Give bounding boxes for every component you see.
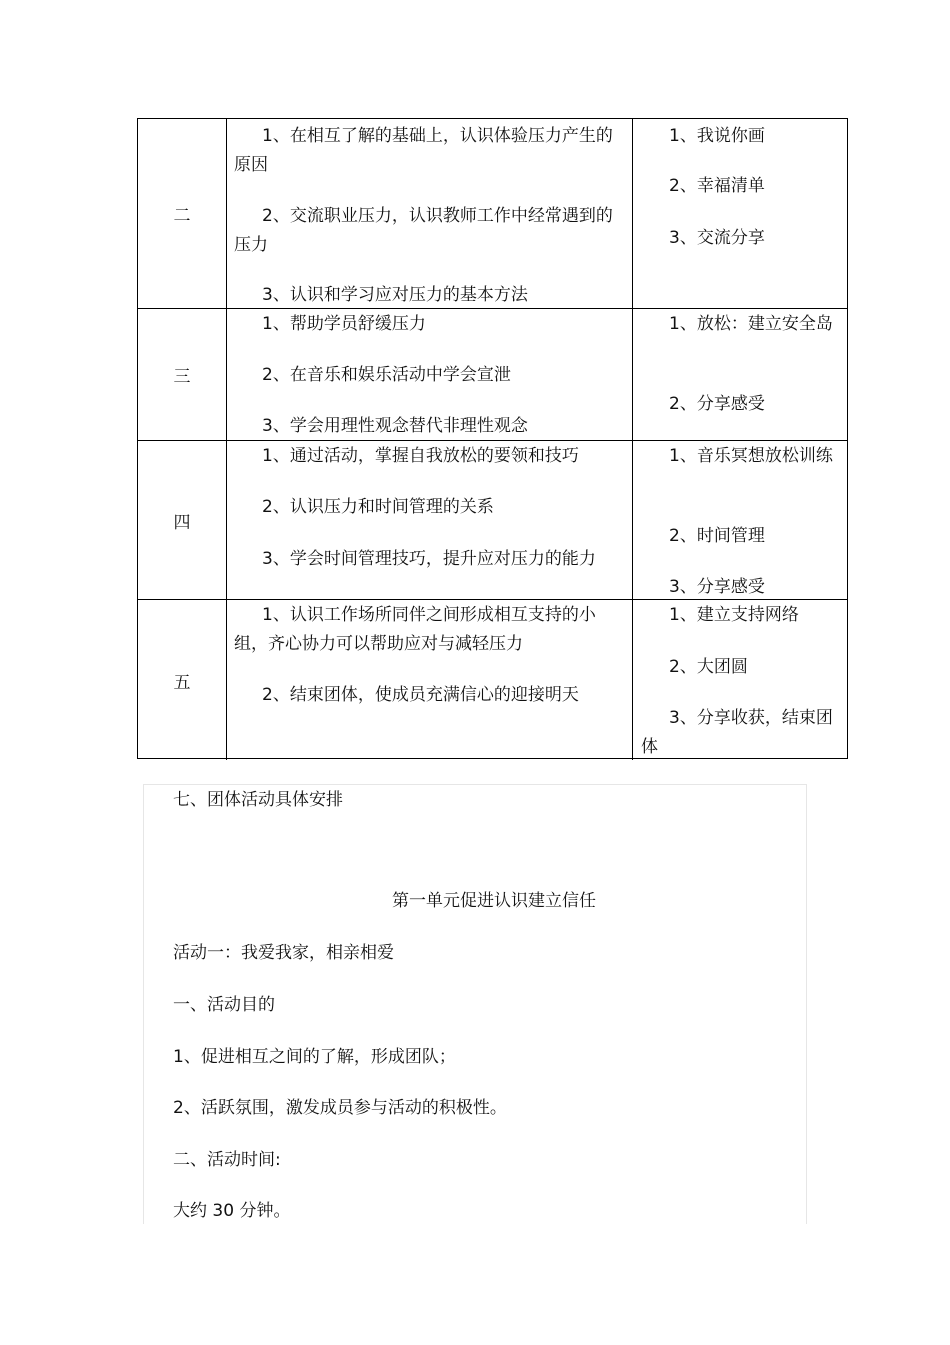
activities-cell <box>633 441 847 599</box>
goal-item: 1、通过活动，掌握自我放松的要领和技巧 <box>262 446 579 466</box>
goals-cell <box>226 600 633 760</box>
activity-item: 3、分享感受 <box>669 577 765 597</box>
activity-item: 2、分享感受 <box>669 394 765 414</box>
goal-item: 3、认识和学习应对压力的基本方法 <box>262 285 528 305</box>
section-heading: 七、团体活动具体安排 <box>173 790 343 810</box>
unit-cell: 四 <box>138 441 227 599</box>
activity-item: 3、交流分享 <box>669 228 765 248</box>
unit-title: 第一单元促进认识建立信任 <box>392 891 596 911</box>
goal-item: 1、认识工作场所同伴之间形成相互支持的小组，齐心协力可以帮助应对与减轻压力 <box>234 605 596 654</box>
purpose-item: 2、活跃氛围，激发成员参与活动的积极性。 <box>173 1098 507 1118</box>
table-row <box>138 600 847 760</box>
goal-item: 1、帮助学员舒缓压力 <box>262 314 426 334</box>
activity-item: 1、建立支持网络 <box>669 605 799 625</box>
goals-cell <box>226 119 633 308</box>
activity-item: 2、大团圆 <box>669 657 748 677</box>
goal-item: 2、交流职业压力，认识教师工作中经常遇到的压力 <box>234 206 613 255</box>
goal-item: 3、学会用理性观念替代非理性观念 <box>262 416 528 436</box>
table-row <box>138 309 847 441</box>
goals-cell <box>226 441 633 599</box>
activity-item: 2、时间管理 <box>669 526 765 546</box>
plan-table <box>137 118 848 759</box>
goal-item: 1、在相互了解的基础上，认识体验压力产生的原因 <box>234 126 613 175</box>
time-value: 大约 30 分钟。 <box>173 1201 291 1221</box>
activity-title: 活动一：我爱我家，相亲相爱 <box>173 943 394 963</box>
purpose-item: 1、促进相互之间的了解，形成团队； <box>173 1047 456 1067</box>
goals-cell <box>226 309 633 440</box>
activities-cell <box>633 119 847 308</box>
activity-item: 3、分享收获，结束团体 <box>641 708 833 757</box>
unit-cell: 三 <box>138 309 227 440</box>
activities-cell <box>633 309 847 440</box>
goal-item: 2、认识压力和时间管理的关系 <box>262 497 494 517</box>
goal-item: 2、结束团体，使成员充满信心的迎接明天 <box>262 685 579 705</box>
goal-item: 3、学会时间管理技巧，提升应对压力的能力 <box>262 549 596 569</box>
activity-item: 1、音乐冥想放松训练 <box>669 446 833 466</box>
time-heading: 二、活动时间: <box>173 1150 281 1170</box>
table-row <box>138 441 847 600</box>
unit-cell: 二 <box>138 119 227 308</box>
activity-item: 1、放松：建立安全岛 <box>669 314 833 334</box>
activity-item: 1、我说你画 <box>669 126 765 146</box>
table-row <box>138 119 847 309</box>
activities-cell <box>633 600 847 760</box>
purpose-heading: 一、活动目的 <box>173 995 275 1015</box>
goal-item: 2、在音乐和娱乐活动中学会宣泄 <box>262 365 511 385</box>
activity-item: 2、幸福清单 <box>669 176 765 196</box>
unit-cell: 五 <box>138 600 227 760</box>
